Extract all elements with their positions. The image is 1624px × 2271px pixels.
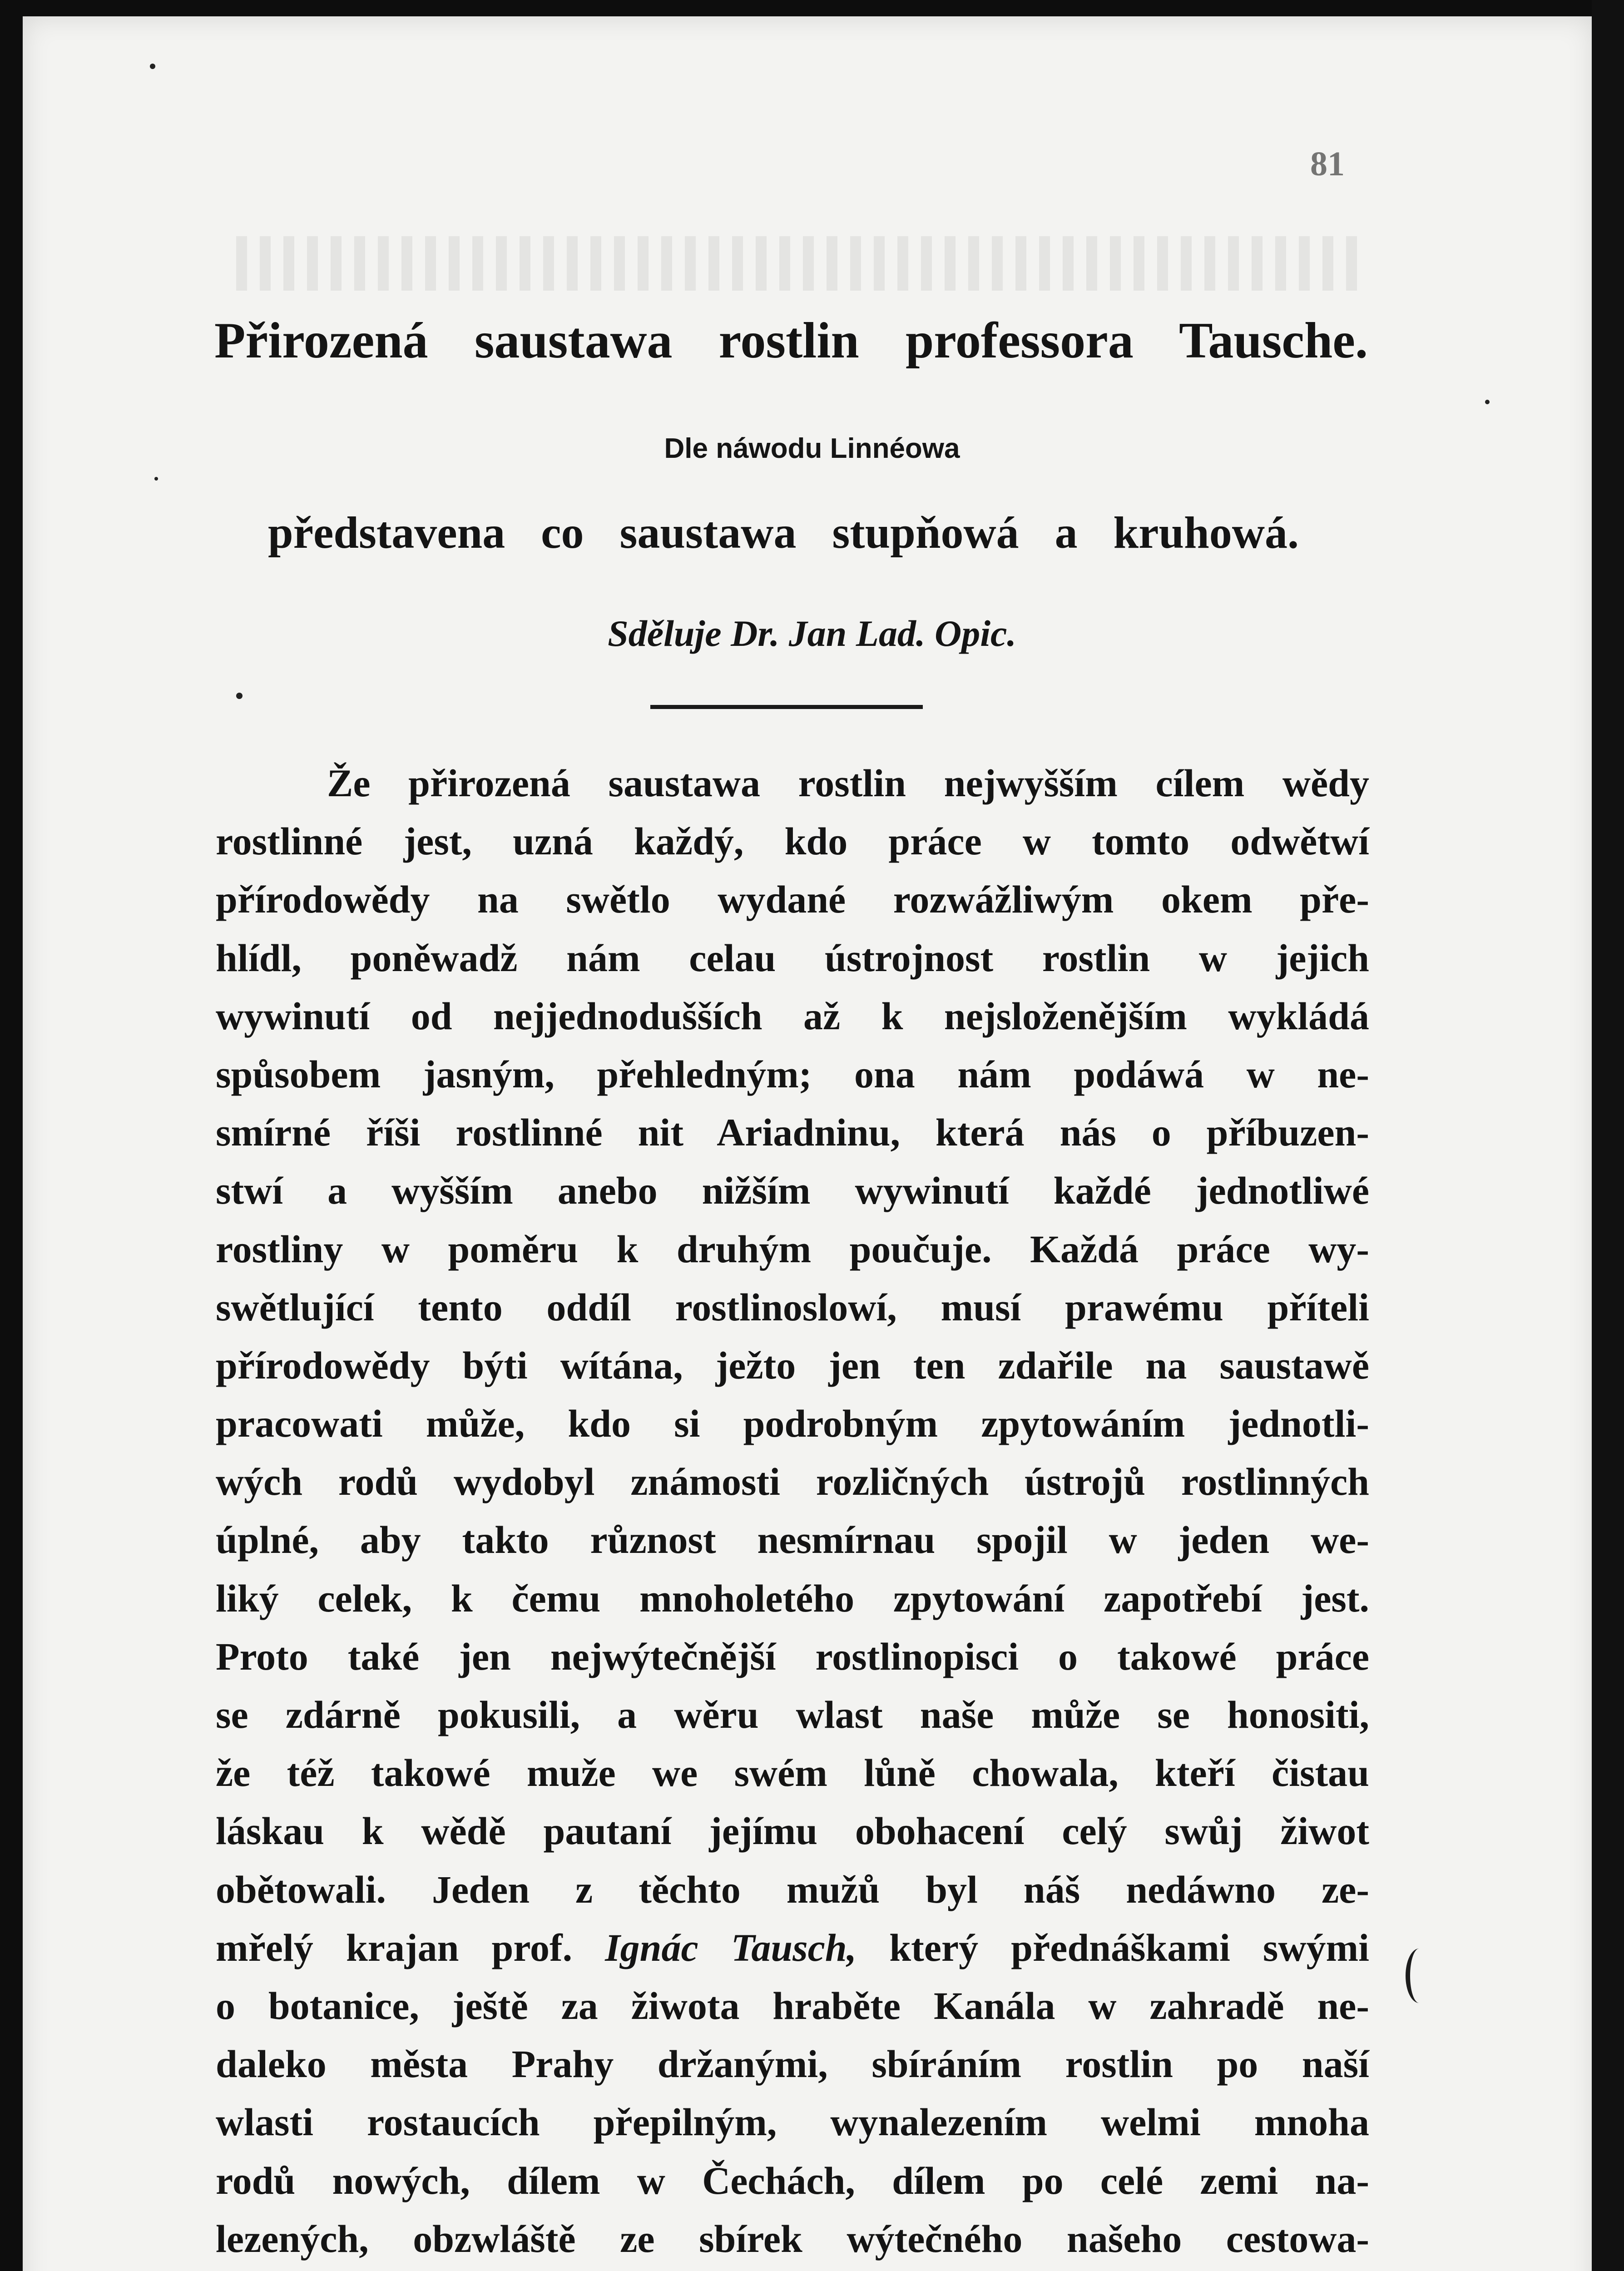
text-line: že též takowé muže we swém lůně chowala, kteří čistau (216, 1751, 1369, 1795)
text-line: přírodowědy na swětlo wydané rozwážliwým okem pře- (216, 878, 1369, 922)
text-line: wywinutí od nejjednodušších až k nejsloženějším wykládá (216, 994, 1369, 1038)
page-title: Přirozená saustawa rostlin professora Tausche. (214, 312, 1368, 369)
text-line: úplné, aby takto různost nesmírnau spojil w jeden we- (216, 1518, 1369, 1562)
text-line-with-name (216, 1919, 1369, 1977)
text-fragment: mřelý krajan prof. (216, 1925, 573, 1969)
page-edge-shadow (1592, 0, 1624, 2271)
margin-bracket-mark (1406, 1949, 1433, 2003)
text-line: wých rodů wydobyl známosti rozličných ústrojů rostlinných (216, 1460, 1369, 1504)
subtitle: Dle náwodu Linnéowa (664, 433, 960, 464)
text-line: se zdárně pokusili, a wěru wlast naše může se honositi, (216, 1693, 1369, 1736)
text-line: Že přirozená saustawa rostlin nejwyšším cílem wědy (327, 761, 1369, 805)
ink-speck (154, 477, 158, 481)
ink-speck (236, 693, 243, 699)
text-line: rodů nowých, dílem w Čechách, dílem po celé zemi na- (216, 2158, 1369, 2202)
ink-speck (150, 64, 155, 69)
text-line: Proto také jen nejwýtečnější rostlinopisci o takowé práce (216, 1634, 1369, 1678)
text-line: rostlinné jest, uzná každý, kdo práce w tomto odwětwí (216, 819, 1369, 863)
ink-speck (1485, 400, 1490, 404)
text-line: rostliny w poměru k druhým poučuje. Každá práce wy- (216, 1227, 1369, 1271)
text-line: o botanice, ještě za žiwota hraběte Kanála w zahradě ne- (216, 1983, 1369, 2028)
text-line: lezených, obzwláště ze sbírek wýtečného našeho cestowa- (216, 2216, 1369, 2261)
text-line: hlídl, poněwadž nám celau ústrojnost rostlin w jejich (216, 936, 1369, 980)
author-line: Sděluje Dr. Jan Lad. Opic. (608, 613, 1016, 654)
text-line: láskau k wědě pautaní jejímu obohacení celý swůj žiwot (216, 1809, 1369, 1853)
text-line (216, 2268, 1369, 2271)
page-number: 81 (1310, 145, 1345, 183)
text-line: obětowali. Jeden z těchto mužů byl náš nedáwno ze- (216, 1867, 1369, 1911)
text-line: stwí a wyšším anebo nižším wywinutí každé jednotliwé (216, 1169, 1369, 1213)
text-line: pracowati může, kdo si podrobným zpytowáním jednotli- (216, 1402, 1369, 1446)
text-fragment: který přednáškami swými (889, 1925, 1370, 1969)
text-line: liký celek, k čemu mnoholetého zpytowání zapotřebí jest. (216, 1576, 1369, 1620)
text-line: daleko města Prahy držanými, sbíráním rostlin po naší (216, 2042, 1369, 2086)
text-line: spůsobem jasným, přehledným; ona nám podáwá w ne- (216, 1052, 1369, 1096)
text-line: přírodowědy býti wítána, ježto jen ten zdařile na saustawě (216, 1343, 1369, 1387)
text-line: swětlující tento oddíl rostlinoslowí, musí prawému příteli (216, 1285, 1369, 1329)
body-text (216, 754, 1369, 2271)
divider-rule (650, 705, 923, 709)
bleed-through-text (236, 236, 1362, 291)
person-name: Ignác Tausch, (605, 1925, 857, 1969)
text-line: wlasti rostaucích přepilným, wynalezením welmi mnoha (216, 2100, 1369, 2144)
text-line: smírné říši rostlinné nit Ariadninu, která nás o příbuzen- (216, 1111, 1369, 1155)
subtitle-second-line: představena co saustawa stupňowá a kruhowá. (268, 507, 1299, 558)
